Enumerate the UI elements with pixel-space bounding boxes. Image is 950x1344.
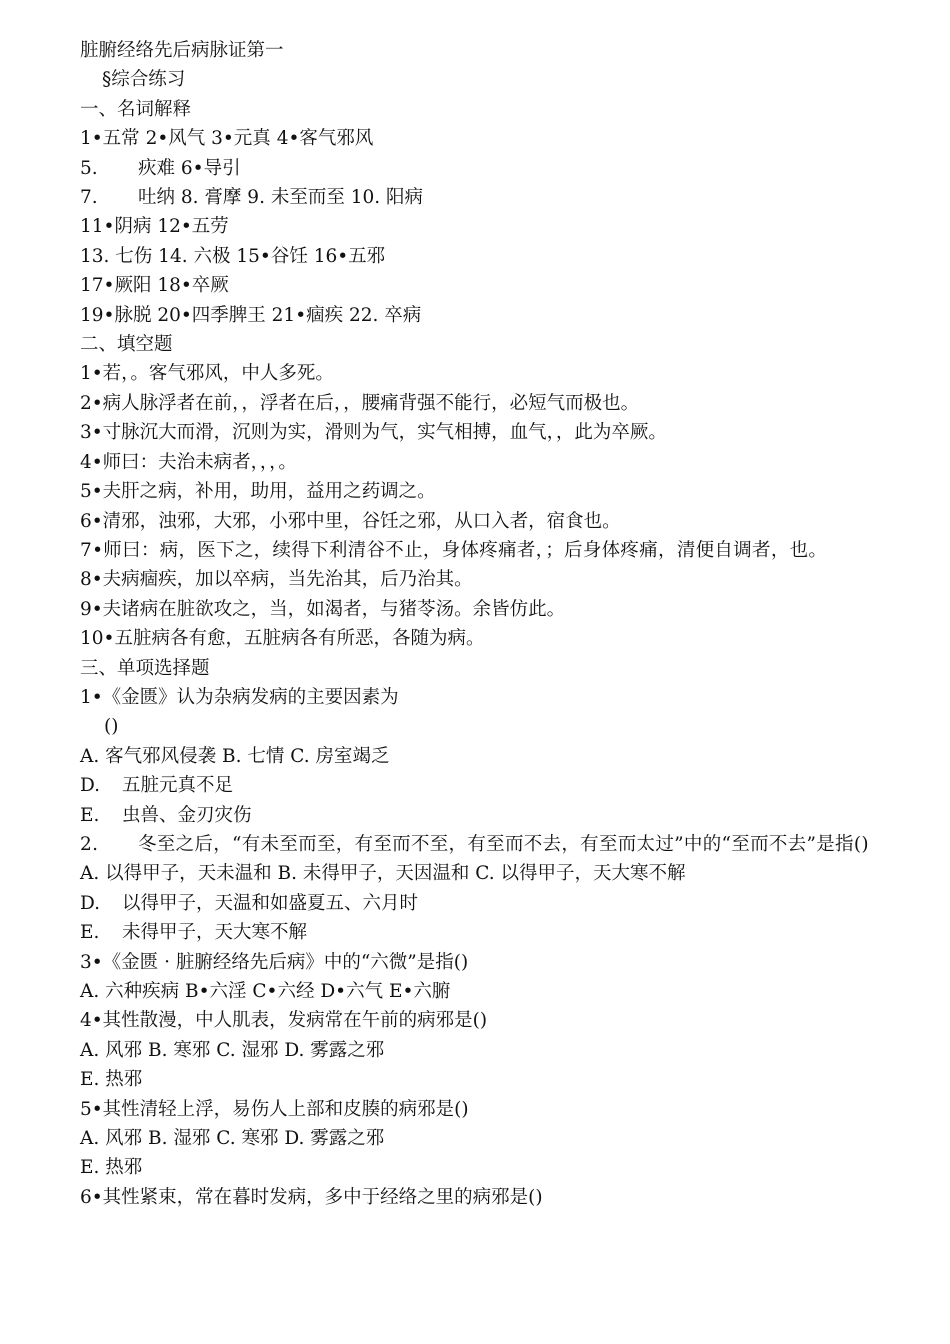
- question-options: A. 风邪 B. 寒邪 C. 湿邪 D. 雾露之邪: [80, 1039, 385, 1061]
- option-text: 虫兽、金刃灾伤: [122, 804, 252, 826]
- document-page: [80, 36, 870, 1212]
- question-option: E. 热邪: [80, 1069, 143, 1091]
- fill-blank-item: 7•师曰：病，医下之，续得下利清谷不止，身体疼痛者，；后身体疼痛，清便自调者，也。: [80, 539, 828, 561]
- fill-blank-item: 4•师曰：夫治未病者，，，。: [80, 451, 297, 473]
- question-options: A. 客气邪风侵袭 B. 七情 C. 房室竭乏: [80, 745, 390, 767]
- fill-blank-item: 10•五脏病各有愈，五脏病各有所恶，各随为病。: [80, 628, 485, 650]
- question-stem: [80, 830, 870, 859]
- question-number: 2.: [80, 833, 99, 855]
- answer-blank: (): [104, 716, 119, 738]
- section-heading-fill-blank: 二、填空题: [80, 334, 173, 356]
- question-stem: 5•其性清轻上浮，易伤人上部和皮腠的病邪是(): [80, 1098, 469, 1120]
- item-number: 5.: [80, 157, 98, 179]
- fill-blank-item: 5•夫肝之病，补用，助用，益用之药调之。: [80, 481, 436, 503]
- terms-line: 11•阴病 12•五劳: [80, 216, 229, 238]
- fill-blank-item: 8•夫病痼疾，加以卒病，当先治其，后乃治其。: [80, 569, 473, 591]
- question-option: [80, 918, 870, 947]
- question-stem: 1•《金匮》认为杂病发病的主要因素为: [80, 686, 399, 708]
- question-stem: 4•其性散漫，中人肌表，发病常在午前的病邪是(): [80, 1010, 488, 1032]
- option-letter: E.: [80, 804, 100, 826]
- fill-blank-item: 6•清邪，浊邪，大邪，小邪中里，谷饪之邪，从口入者，宿食也。: [80, 510, 621, 532]
- terms-line: 19•脉脱 20•四季脾王 21•痼疾 22. 卒病: [80, 304, 422, 326]
- question-option: [80, 889, 870, 918]
- question-option: E. 热邪: [80, 1157, 143, 1179]
- document-title: 脏腑经络先后病脉证第一: [80, 40, 284, 61]
- question-options: A. 风邪 B. 湿邪 C. 寒邪 D. 雾露之邪: [80, 1128, 385, 1150]
- item-number: 7.: [80, 187, 98, 209]
- question-options: A. 以得甲子，天未温和 B. 未得甲子，天因温和 C. 以得甲子，天大寒不解: [80, 863, 686, 885]
- option-text: 以得甲子，天温和如盛夏五、六月时: [122, 892, 419, 914]
- question-stem: 6•其性紧束，常在暮时发病，多中于经络之里的病邪是(): [80, 1186, 543, 1208]
- fill-blank-item: 9•夫诸病在脏欲攻之，当，如渴者，与猪苓汤。余皆仿此。: [80, 598, 566, 620]
- document-subtitle: §综合练习: [102, 69, 186, 91]
- item-text: 疢难 6•导引: [138, 157, 241, 179]
- question-option: [80, 771, 870, 800]
- option-text: 未得甲子，天大寒不解: [122, 922, 308, 944]
- option-letter: D.: [80, 775, 101, 797]
- terms-line: 13. 七伤 14. 六极 15•谷饪 16•五邪: [80, 245, 386, 267]
- terms-line: [80, 154, 870, 183]
- question-option: [80, 801, 870, 830]
- section-heading-single-choice: 三、单项选择题: [80, 657, 210, 679]
- terms-line: 17•厥阳 18•卒厥: [80, 275, 229, 297]
- question-text: 冬至之后，“有未至而至，有至而不至，有至而不去，有至而太过”中的“至而不去”是指(): [138, 833, 869, 855]
- fill-blank-item: 3•寸脉沉大而滑，沉则为实，滑则为气，实气相搏，血气，，此为卒厥。: [80, 422, 667, 444]
- question-options: A. 六种疾病 B•六淫 C•六经 D•六气 E•六腑: [80, 981, 451, 1002]
- option-text: 五脏元真不足: [122, 775, 234, 797]
- fill-blank-item: 1•若，。客气邪风，中人多死。: [80, 363, 334, 385]
- option-letter: E.: [80, 922, 100, 944]
- fill-blank-item: 2•病人脉浮者在前，，浮者在后，，腰痛背强不能行，必短气而极也。: [80, 392, 640, 414]
- question-stem: 3•《金匮 · 脏腑经络先后病》中的“六微”是指(): [80, 951, 469, 973]
- section-heading-terms: 一、名词解释: [80, 98, 192, 120]
- terms-line: 1•五常 2•风气 3•元真 4•客气邪风: [80, 128, 374, 150]
- terms-line: [80, 183, 870, 212]
- option-letter: D.: [80, 892, 101, 914]
- item-text: 吐纳 8. 膏摩 9. 未至而至 10. 阳病: [138, 187, 424, 209]
